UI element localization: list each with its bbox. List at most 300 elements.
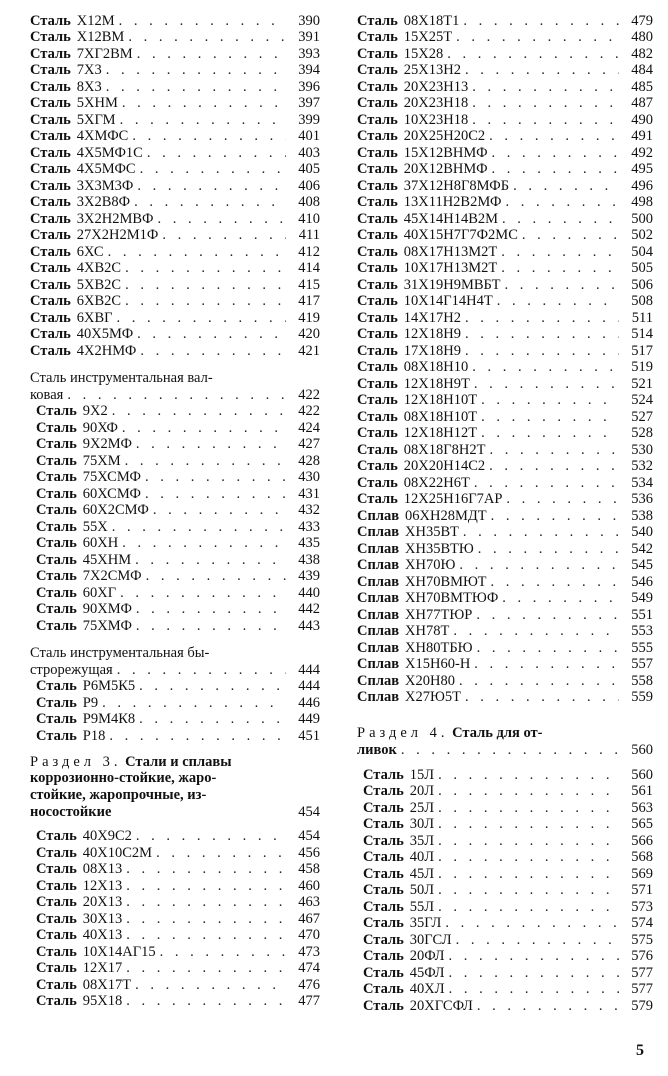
entry-label: [357, 656, 470, 672]
material-kind: Сталь: [36, 601, 77, 617]
material-grade: 7Х2СМФ: [82, 568, 142, 584]
material-grade: 40ХЛ: [409, 981, 445, 997]
toc-entry[interactable]: [357, 111, 653, 128]
toc-entry[interactable]: [36, 727, 320, 744]
entry-label: [357, 62, 461, 78]
page-ref: 560: [631, 766, 653, 783]
material-grade: Р9: [82, 694, 99, 711]
entry-label: [363, 932, 452, 948]
material-kind: Сталь: [30, 128, 71, 144]
page-ref: 439: [298, 568, 320, 584]
toc-entry[interactable]: [30, 243, 320, 260]
material-grade: 12Х18Н9Т: [403, 375, 470, 392]
material-kind: Сплав: [357, 606, 400, 623]
material-kind: Сталь: [36, 419, 77, 436]
page-ref: 424: [298, 419, 320, 436]
dot-leader: [491, 508, 619, 524]
toc-entry[interactable]: [357, 210, 653, 227]
dot-leader: [126, 927, 286, 943]
material-kind: Сталь: [363, 981, 404, 997]
toc-entry-heading[interactable]: [30, 661, 320, 678]
toc-entry[interactable]: [30, 227, 320, 244]
toc-entry[interactable]: [30, 128, 320, 145]
page-ref: 546: [631, 573, 653, 590]
dot-leader: [477, 998, 619, 1014]
page-ref: 460: [298, 877, 320, 894]
toc-entry[interactable]: [36, 535, 320, 552]
dot-leader: [505, 277, 619, 293]
toc-entry[interactable]: [36, 678, 320, 695]
entry-label: [363, 800, 434, 816]
material-grade: ХН70Ю: [405, 557, 456, 573]
toc-entry[interactable]: [357, 491, 653, 508]
material-grade: ХН70ВМЮТ: [405, 573, 487, 590]
dot-leader: [476, 607, 619, 623]
entry-label: [30, 277, 121, 293]
toc-entry[interactable]: [357, 276, 653, 293]
toc-entry[interactable]: [357, 161, 653, 178]
page-ref: 467: [298, 910, 320, 927]
toc-entry[interactable]: [357, 29, 653, 46]
toc-entry[interactable]: [357, 573, 653, 590]
toc-entry[interactable]: [357, 45, 653, 62]
toc-entry[interactable]: [30, 194, 320, 211]
material-kind: Сталь: [36, 960, 77, 976]
material-grade: 15Х12ВНМФ: [403, 144, 488, 161]
page-ref: 527: [631, 408, 653, 425]
toc-entry[interactable]: [36, 403, 320, 420]
toc-entry[interactable]: [357, 474, 653, 491]
material-grade: 8Х3: [76, 78, 102, 95]
dot-leader: [463, 13, 619, 29]
material-grade: 55Х: [82, 518, 108, 535]
toc-entry[interactable]: [30, 144, 320, 161]
material-kind: Сталь: [357, 408, 398, 425]
toc-entry[interactable]: [363, 997, 653, 1014]
toc-entry[interactable]: [36, 551, 320, 568]
dot-leader: [489, 458, 619, 474]
toc-entry[interactable]: [36, 960, 320, 977]
dot-leader: [438, 816, 619, 832]
toc-entry[interactable]: [36, 485, 320, 502]
toc-entry[interactable]: [363, 799, 653, 816]
page-ref: 542: [631, 540, 653, 557]
toc-entry[interactable]: [357, 78, 653, 95]
material-grade: 30ГСЛ: [409, 931, 452, 948]
toc-entry[interactable]: [357, 656, 653, 673]
toc-entry[interactable]: [357, 227, 653, 244]
entry-label: [30, 128, 128, 144]
toc-entry[interactable]: [363, 915, 653, 932]
toc-entry[interactable]: [357, 375, 653, 392]
dot-leader: [438, 882, 619, 898]
toc-entry[interactable]: [357, 194, 653, 211]
entry-label: [36, 552, 131, 568]
material-kind: Сталь: [357, 359, 398, 375]
material-kind: Сплав: [357, 557, 400, 573]
toc-entry[interactable]: [363, 816, 653, 833]
toc-entry[interactable]: [36, 502, 320, 519]
page-ref: 431: [298, 485, 320, 502]
material-grade: 6ХС: [76, 243, 104, 260]
material-kind: Сталь: [363, 948, 404, 964]
material-grade: ХН35ВТ: [405, 524, 459, 540]
dot-leader: [126, 960, 286, 976]
page-ref: 463: [298, 894, 320, 910]
dot-leader: [120, 112, 286, 128]
dot-leader: [456, 932, 619, 948]
toc-entry[interactable]: [357, 177, 653, 194]
dot-leader: [456, 29, 619, 45]
entry-label: [357, 95, 468, 111]
toc-entry[interactable]: [357, 144, 653, 161]
material-kind: Сталь: [36, 976, 77, 993]
heading-line: ковая: [30, 386, 64, 403]
dot-leader: [481, 392, 619, 408]
material-kind: Сталь: [357, 111, 398, 128]
toc-entry[interactable]: [30, 326, 320, 343]
material-kind: Сталь: [36, 678, 77, 694]
dot-leader: [497, 293, 619, 309]
entry-label: [357, 79, 468, 95]
toc-entry[interactable]: [363, 766, 653, 783]
toc-entry[interactable]: [357, 293, 653, 310]
toc-entry[interactable]: [357, 507, 653, 524]
toc-entry[interactable]: [30, 309, 320, 326]
material-kind: Сталь: [30, 29, 71, 45]
dot-leader: [106, 62, 286, 78]
page-ref: 560: [631, 742, 653, 758]
entry-label: [36, 828, 132, 844]
material-grade: 06ХН28МДТ: [405, 507, 487, 524]
material-kind: Сталь: [30, 326, 71, 342]
toc-entry[interactable]: [357, 458, 653, 475]
material-kind: Сталь: [357, 78, 398, 95]
entry-label: [36, 944, 156, 960]
toc-entry[interactable]: [357, 95, 653, 112]
toc-entry[interactable]: [363, 948, 653, 965]
toc-entry[interactable]: [363, 865, 653, 882]
toc-entry[interactable]: [36, 436, 320, 453]
toc-entry[interactable]: [357, 672, 653, 689]
material-grade: 75ХМ: [82, 452, 121, 469]
toc-entry[interactable]: [36, 617, 320, 634]
dot-leader: [438, 866, 619, 882]
toc-entry[interactable]: [36, 452, 320, 469]
dot-leader: [513, 178, 619, 194]
toc-entry[interactable]: [357, 441, 653, 458]
material-grade: 35Л: [409, 832, 435, 849]
material-grade: 6ХВ2С: [76, 293, 122, 309]
dot-leader: [490, 574, 619, 590]
page-ref: 477: [298, 993, 320, 1009]
entry-label: [357, 541, 474, 557]
page-ref: 498: [631, 194, 653, 210]
toc-entry[interactable]: [36, 601, 320, 618]
dot-leader: [120, 585, 286, 601]
toc-entry[interactable]: [357, 623, 653, 640]
material-grade: 60Х2СМФ: [82, 502, 149, 518]
page-ref: 399: [298, 111, 320, 128]
entry-label: [363, 948, 444, 964]
entry-label: [357, 673, 455, 689]
toc-entry[interactable]: [30, 177, 320, 194]
dot-leader: [109, 728, 286, 744]
toc-entry[interactable]: [30, 161, 320, 178]
toc-entry[interactable]: [30, 95, 320, 112]
toc-entry[interactable]: [363, 849, 653, 866]
dot-leader: [489, 442, 619, 458]
dot-leader: [438, 899, 619, 915]
toc-entry[interactable]: [357, 425, 653, 442]
entry-label: [357, 13, 459, 29]
material-kind: Сталь: [36, 844, 77, 861]
entry-label: [357, 607, 472, 623]
toc-entry[interactable]: [36, 828, 320, 845]
toc-entry[interactable]: [36, 877, 320, 894]
page-ref: 505: [631, 260, 653, 276]
toc-entry[interactable]: [357, 639, 653, 656]
material-grade: 10Х23Н18: [403, 111, 469, 128]
toc-entry[interactable]: [36, 469, 320, 486]
dot-leader: [125, 277, 286, 293]
page-ref: 484: [631, 62, 653, 78]
toc-entry[interactable]: [36, 518, 320, 535]
toc-entry[interactable]: [30, 45, 320, 62]
entry-label: [357, 475, 470, 491]
page-ref: 566: [631, 832, 653, 849]
toc-entry[interactable]: [363, 882, 653, 899]
entry-label: [30, 13, 115, 29]
entry-label: [357, 640, 473, 656]
material-grade: 37Х12Н8Г8МФБ: [403, 177, 510, 194]
page-ref: 532: [631, 458, 653, 474]
entry-label: [363, 816, 434, 832]
material-kind: Сталь: [357, 243, 398, 260]
dot-leader: [481, 409, 619, 425]
toc-entry[interactable]: [36, 844, 320, 861]
toc-entry[interactable]: [357, 128, 653, 145]
material-grade: 3Х2Н2МВФ: [76, 210, 154, 227]
toc-entry[interactable]: [30, 62, 320, 79]
dot-leader: [465, 326, 619, 342]
page-ref: 451: [298, 727, 320, 744]
dot-leader: [112, 519, 286, 535]
material-kind: Сталь: [357, 194, 398, 210]
entry-label: [36, 711, 135, 727]
material-kind: Сталь: [36, 551, 77, 568]
dot-leader: [102, 695, 286, 711]
toc-entry[interactable]: [363, 981, 653, 998]
page-ref: 559: [631, 689, 653, 705]
toc-entry[interactable]: [30, 111, 320, 128]
toc-entry[interactable]: [36, 943, 320, 960]
toc-entry[interactable]: [357, 392, 653, 409]
material-grade: 45Л: [409, 865, 435, 882]
toc-entry[interactable]: [36, 419, 320, 436]
material-kind: Сталь: [363, 882, 404, 898]
toc-entry[interactable]: [357, 309, 653, 326]
toc-entry[interactable]: [36, 993, 320, 1010]
material-kind: Сталь: [357, 441, 398, 458]
page-ref: 401: [298, 128, 320, 144]
material-kind: Сталь: [363, 898, 404, 915]
toc-entry[interactable]: [357, 689, 653, 706]
dot-leader: [506, 491, 619, 507]
material-grade: 20Х20Н14С2: [403, 458, 486, 474]
toc-entry[interactable]: [30, 276, 320, 293]
toc-entry[interactable]: [357, 326, 653, 343]
entry-label: [36, 502, 149, 518]
toc-entry[interactable]: [363, 832, 653, 849]
toc-entry[interactable]: [36, 694, 320, 711]
dot-leader: [438, 783, 619, 799]
page-ref: 422: [298, 386, 320, 403]
toc-entry-heading[interactable]: [30, 386, 320, 403]
toc-entry[interactable]: [36, 568, 320, 585]
material-grade: 08Х17Н13М2Т: [403, 243, 498, 260]
page-ref: 530: [631, 441, 653, 458]
page-ref: 444: [298, 661, 320, 678]
toc-entry[interactable]: [30, 342, 320, 359]
material-kind: Сталь: [36, 993, 77, 1009]
toc-entry[interactable]: [36, 861, 320, 878]
dot-leader: [453, 623, 619, 639]
page-ref: 422: [298, 403, 320, 419]
heading-line: ливок: [357, 742, 397, 758]
toc-entry[interactable]: [30, 293, 320, 310]
material-kind: Сталь: [363, 783, 404, 799]
page-ref: 406: [298, 177, 320, 194]
toc-entry[interactable]: [36, 894, 320, 911]
material-kind: Сталь: [36, 727, 77, 744]
toc-entry[interactable]: [363, 964, 653, 981]
entry-label: [363, 899, 434, 915]
toc-entry[interactable]: [36, 910, 320, 927]
dot-leader: [438, 767, 619, 783]
toc-entry[interactable]: [363, 898, 653, 915]
dot-leader: [489, 128, 619, 144]
toc-entry[interactable]: [357, 342, 653, 359]
page-ref: 390: [298, 12, 320, 29]
toc-entry[interactable]: [357, 62, 653, 79]
toc-entry[interactable]: [36, 927, 320, 944]
dot-leader: [474, 376, 619, 392]
material-kind: Сталь: [363, 865, 404, 882]
toc-entry[interactable]: [36, 711, 320, 728]
dot-leader: [117, 662, 286, 678]
toc-entry[interactable]: [357, 359, 653, 376]
material-kind: Сталь: [357, 45, 398, 62]
toc-entry[interactable]: [357, 12, 653, 29]
dot-leader: [472, 112, 619, 128]
material-kind: Сталь: [363, 832, 404, 849]
entry-label: [30, 112, 116, 128]
toc-right-column: [357, 12, 653, 1014]
material-kind: Сталь: [357, 260, 398, 276]
heading-line: Сталь инструментальная бы-: [30, 644, 210, 661]
material-grade: 4Х2НМФ: [76, 342, 137, 359]
page-ref: 496: [631, 177, 653, 194]
toc-entry[interactable]: [357, 243, 653, 260]
dot-leader: [126, 911, 286, 927]
material-grade: 30Х13: [82, 910, 123, 927]
toc-group: [357, 766, 653, 1014]
page-ref: 517: [631, 342, 653, 359]
toc-entry[interactable]: [30, 78, 320, 95]
dot-leader: [463, 524, 619, 540]
toc-entry[interactable]: [357, 524, 653, 541]
toc-entry[interactable]: [357, 606, 653, 623]
dot-leader: [162, 227, 286, 243]
toc-entry[interactable]: [30, 29, 320, 46]
toc-entry[interactable]: [363, 931, 653, 948]
material-grade: 20Л: [409, 783, 435, 799]
material-kind: Сталь: [357, 326, 398, 342]
entry-label: [363, 767, 434, 783]
entry-label: [363, 882, 434, 898]
toc-entry[interactable]: [36, 976, 320, 993]
material-grade: 5ХВ2С: [76, 276, 122, 293]
material-grade: Р9М4К8: [82, 711, 136, 727]
dot-leader: [126, 861, 286, 877]
toc-entry[interactable]: [36, 584, 320, 601]
dot-leader: [160, 944, 286, 960]
page-ref: 485: [631, 78, 653, 95]
toc-entry-heading[interactable]: [357, 742, 653, 759]
material-kind: Сталь: [30, 293, 71, 309]
dot-leader: [445, 915, 619, 931]
dot-leader: [140, 343, 286, 359]
dot-leader: [401, 742, 619, 758]
dot-leader: [522, 227, 619, 243]
material-grade: 9Х2: [82, 403, 108, 419]
toc-entry[interactable]: [30, 260, 320, 277]
heading-line: Стали и сплавы: [125, 753, 232, 770]
entry-label: [357, 277, 501, 293]
material-kind: Сплав: [357, 573, 400, 590]
page-ref: 579: [631, 997, 653, 1014]
toc-entry[interactable]: [357, 590, 653, 607]
toc-entry[interactable]: [357, 540, 653, 557]
dot-leader: [146, 568, 286, 584]
dot-leader: [132, 128, 286, 144]
entry-label: [30, 293, 121, 309]
page-ref: 577: [631, 981, 653, 997]
entry-label: [36, 403, 108, 419]
dot-leader: [438, 800, 619, 816]
material-grade: ХН80ТБЮ: [405, 639, 473, 656]
material-grade: Х27Ю5Т: [405, 689, 462, 705]
page-ref: 549: [631, 590, 653, 606]
dot-leader: [119, 13, 286, 29]
material-kind: Сплав: [357, 623, 400, 639]
page-ref: 438: [298, 551, 320, 568]
dot-leader: [136, 618, 286, 634]
toc-entry[interactable]: [357, 260, 653, 277]
section-heading-high-speed-tool-steel: [30, 645, 320, 662]
material-grade: 14Х17Н2: [403, 309, 461, 326]
toc-entry[interactable]: [30, 12, 320, 29]
page-ref: 538: [631, 507, 653, 524]
material-kind: Сталь: [363, 964, 404, 981]
toc-entry[interactable]: [363, 783, 653, 800]
toc-entry[interactable]: [357, 557, 653, 574]
toc-entry[interactable]: [357, 408, 653, 425]
toc-entry[interactable]: [30, 210, 320, 227]
page-ref: 511: [631, 309, 653, 326]
toc-entry-heading[interactable]: [30, 803, 320, 820]
